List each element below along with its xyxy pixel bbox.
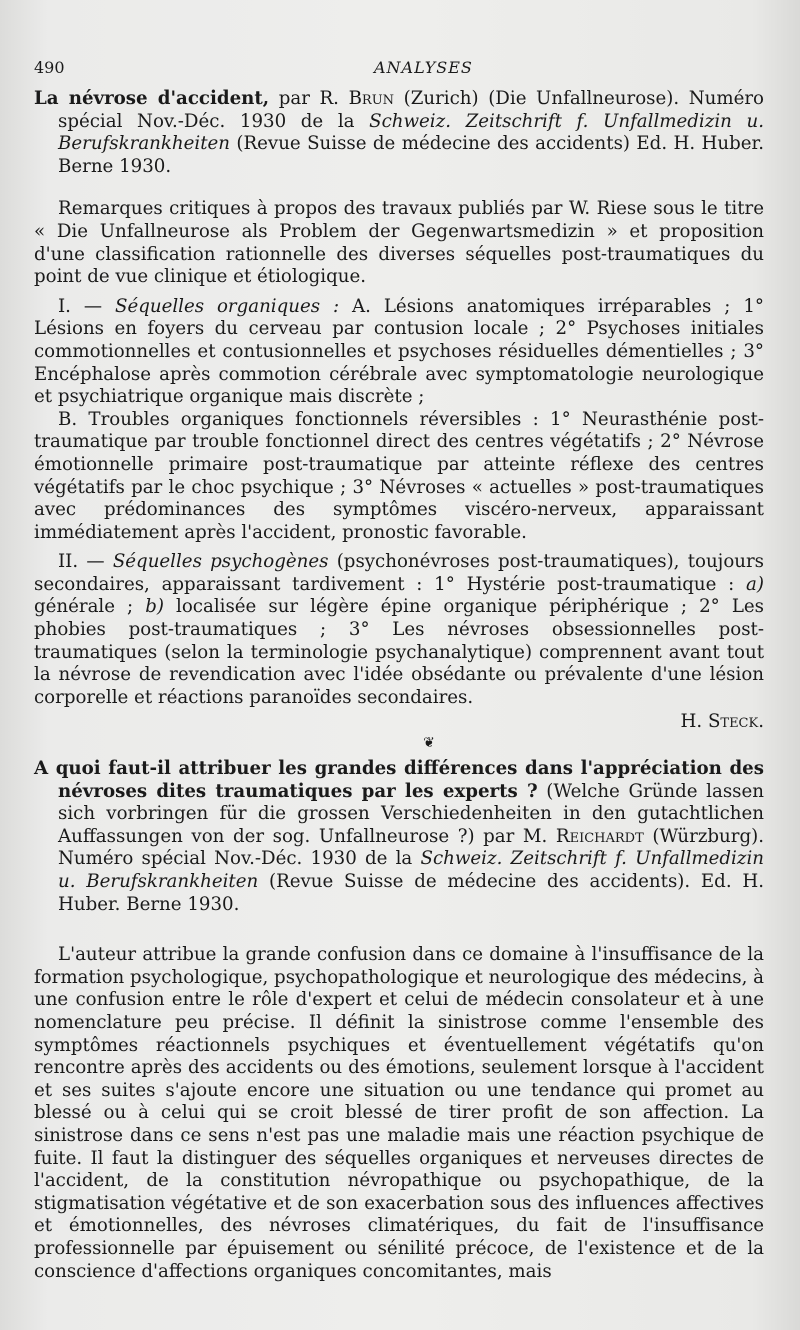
article1-signature: H. Steck. (680, 711, 764, 733)
article2-reference: A quoi faut-il attribuer les grandes différences dans l'appréciation des névroses dites traumatiques par les experts ? (Welche Gründe lassen sich vorbringen für die grossen Verschiedenheiten in den gutachtlichen Auffassungen von der sog. Unfallneurose ?) par M. Reichardt (Würzburg). Numéro spécial Nov.-Déc. 1930 de la Schweiz. Zeitschrift f. Unfallmedizin u. Berufskrankheiten (Revue Suisse de médecine des accidents). Ed. H. Huber. Berne 1930. (34, 758, 764, 915)
article1-reference: La névrose d'accident, par R. Brun (Zurich) (Die Unfallneurose). Numéro spécial Nov.-Déc. 1930 de la Schweiz. Zeitschrift f. Unfallmedizin u. Berufskrankheiten (Revue Suisse de médecine des accidents) Ed. H. Huber. Berne 1930. (34, 88, 764, 177)
running-header (34, 58, 764, 88)
article2-author: Reichardt (555, 825, 644, 847)
article1-paragraph-1: Remarques critiques à propos des travaux publiés par W. Riese sous le titre « Die Unfallneurose als Problem der Gegenwartsmedizin » et proposition d'une classification rationnelle des diverses séquelles post-traumatiques du point de vue clinique et étiologique. (34, 198, 764, 288)
article1-paragraph-4: II. — Séquelles psychogènes (psychonévroses post-traumatiques), toujours secondaires, apparaissant tardivement : 1° Hystérie post-traumatique : a) générale ; b) localisée sur légère épine organique périphérique ; 2° Les phobies post-traumatiques ; 3° Les névroses obsessionnelles post-traumatiques (selon la terminologie psychanalytique) comprennent avant tout la névrose de revendication avec l'idée obsédante ou prévalente d'une lésion corporelle et réactions paranoïdes secondaires. (34, 551, 765, 708)
ornament: ❦ (423, 735, 435, 752)
article2-journal: Schweiz. Zeitschrift f. Unfallmedizin u. Berufskrankheiten (58, 848, 764, 892)
article2-body: L'auteur attribue la grande confusion dans ce domaine à l'insuffisance de la formation psychologique, psychopathologique et neurologique des médecins, à une confusion entre le rôle d'expert et celui de médecin consolateur et à une nomenclature peu précise. Il définit la sinistrose comme l'ensemble des symptômes réactionnels psychiques et éventuellement végétatifs qu'on rencontre après des accidents ou des émotions, seulement lorsque à l'accident et ses suites s'ajoute encore une situation ou une tendance qui promet au blessé ou à celui qui se croit blessé de tirer profit de son affection. La sinistrose dans ce sens n'est pas une maladie mais une réaction psychique de fuite. Il faut la distinguer des séquelles organiques et nerveuses directes de l'accident, de la constitution névropathique ou psychopathique, de la stigmatisation végétative et de son exacerbation sous des influences affectives et émotionnelles, des névroses climatériques, du fait de l'insuffisance professionnelle par épuisement ou sénilité précoce, de l'existence et de la conscience d'affections organiques concomitantes, mais (34, 944, 764, 1282)
article1-author: Brun (348, 88, 395, 109)
article2-title: A quoi faut-il attribuer les grandes différences dans l'appréciation des névroses dites traumatiques par les experts ? (34, 758, 764, 802)
running-title: ANALYSES (374, 58, 473, 77)
article1-title: La névrose d'accident, (34, 88, 270, 109)
page-number: 490 (34, 58, 65, 77)
article1-journal: Schweiz. Zeitschrift f. Unfallmedizin u. Berufskrankheiten (58, 110, 764, 155)
article1-paragraph-3: B. Troubles organiques fonctionnels réversibles : 1° Neurasthénie post-traumatique par trouble fonctionnel direct des centres végétatifs ; 2° Névrose émotionnelle primaire post-traumatique par atteinte réflexe des centres végétatifs par le choc psychique ; 3° Névroses « actuelles » post-traumatiques avec prédominances des symptômes viscéro-nerveux, apparaissant immédiatement après l'accident, pronostic favorable. (34, 408, 764, 543)
article1-paragraph-2: I. — Séquelles organiques : A. Lésions anatomiques irréparables ; 1° Lésions en foyers du cerveau par contusion locale ; 2° Psychoses initiales commotionnelles et contusionnelles et psychoses résiduelles démentielles ; 3° Encéphalose après commotion cérébrale avec symptomatologie neurologique et psychiatrique organique mais discrète ; (34, 295, 765, 408)
